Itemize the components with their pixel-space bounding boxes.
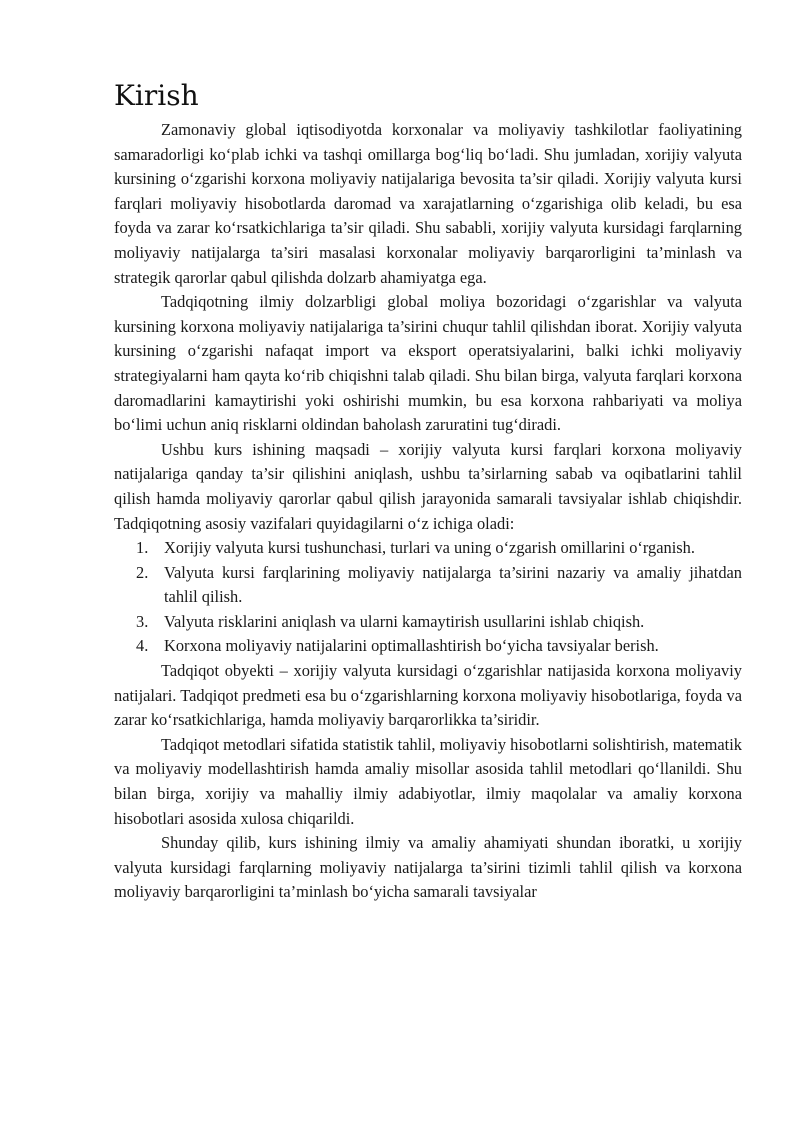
tasks-list [114, 536, 742, 659]
paragraph-methods: Tadqiqot metodlari sifatida statistik tahlil, moliyaviy hisobotlarni solishtirish, matematik va moliyaviy modellashtirish hamda amaliy misollar asosida tahlil metodlari qo‘llanildi. Shu bilan birga, xorijiy va mahalliy ilmiy adabiyotlar, ilmiy maqolalar va amaliy korxona hisobotlari asosida xulosa chiqarildi. [114, 734, 742, 828]
list-item [114, 610, 742, 635]
list-item [114, 561, 742, 610]
paragraph-goal: Ushbu kurs ishining maqsadi – xorijiy valyuta kursi farqlari korxona moliyaviy natijalariga qanday ta’sir qilishini aniqlash, ushbu ta’sirlarning sabab va oqibatlarini tahlil qilish hamda moliyaviy qarorlar qabul qilish jarayonida samarali tavsiyalar ishlab chiqishdir. Tadqiqotning asosiy vazifalari quyidagilarni o‘z ichiga oladi: [114, 439, 742, 533]
list-item [114, 634, 742, 659]
paragraph-relevance: Zamonaviy global iqtisodiyotda korxonalar va moliyaviy tashkilotlar faoliyatining samaradorligi ko‘plab ichki va tashqi omillarga bog‘liq bo‘ladi. Shu jumladan, xorijiy valyuta kursining o‘zgarishi korxona moliyaviy natijalariga bevosita ta’sir qiladi. Xorijiy valyuta kursi farqlari moliyaviy hisobotlarda daromad va xarajatlarning o‘zgarishiga olib keladi, bu esa foyda va zarar ko‘rsatkichlariga ta’sir qiladi. Shu sababli, xorijiy valyuta kursidagi farqlarning moliyaviy natijalarga ta’siri masalasi korxonalar moliyaviy barqarorligini ta’minlash va strategik qarorlar qabul qilishda dolzarb ahamiyatga ega. [114, 120, 742, 287]
list-item-number: 1. [136, 538, 149, 558]
paragraph-significance: Shunday qilib, kurs ishining ilmiy va amaliy ahamiyati shundan iboratki, u xorijiy valyuta kursidagi farqlarning moliyaviy natijalarga ta’sirini tizimli tahlil qilish va korxona moliyaviy barqarorligini ta’minlash bo‘yicha samarali tavsiyalar [114, 833, 742, 902]
list-item-number: 2. [136, 562, 149, 582]
paragraph-object-subject: Tadqiqot obyekti – xorijiy valyuta kursidagi o‘zgarishlar natijasida korxona moliyaviy natijalari. Tadqiqot predmeti esa bu o‘zgarishlarning korxona moliyaviy hisobotlariga, foyda va zarar ko‘rsatkichlariga, hamda moliyaviy barqarorlikka ta’siridir. [114, 661, 742, 730]
list-item-text: Valyuta kursi farqlarining moliyaviy natijalarga ta’sirini nazariy va amaliy jihatdan tahlil qilish. [164, 562, 742, 607]
document-page [114, 78, 742, 905]
list-item-text: Valyuta risklarini aniqlash va ularni kamaytirish usullarini ishlab chiqish. [164, 611, 645, 631]
list-item-text: Xorijiy valyuta kursi tushunchasi, turlari va uning o‘zgarish omillarini o‘rganish. [164, 538, 695, 558]
list-item-number: 3. [136, 611, 149, 631]
page-title: Kirish [114, 79, 199, 112]
list-item-text: Korxona moliyaviy natijalarini optimallashtirish bo‘yicha tavsiyalar berish. [164, 636, 659, 656]
list-item [114, 536, 742, 561]
paragraph-scientific-relevance: Tadqiqotning ilmiy dolzarbligi global moliya bozoridagi o‘zgarishlar va valyuta kursining korxona moliyaviy natijalariga ta’sirini chuqur tahlil qilishdan iborat. Xorijiy valyuta kursining o‘zgarishi nafaqat import va eksport operatsiyalarini, balki ichki moliyaviy strategiyalarni ham qayta ko‘rib chiqishni talab qiladi. Shu bilan birga, valyuta farqlari korxona daromadlarini kamaytirishi yoki oshirishi mumkin, bu esa korxona rahbariyati va moliya bo‘limi uchun aniq risklarni oldindan baholash zaruratini tug‘diradi. [114, 292, 742, 435]
list-item-number: 4. [136, 636, 149, 656]
